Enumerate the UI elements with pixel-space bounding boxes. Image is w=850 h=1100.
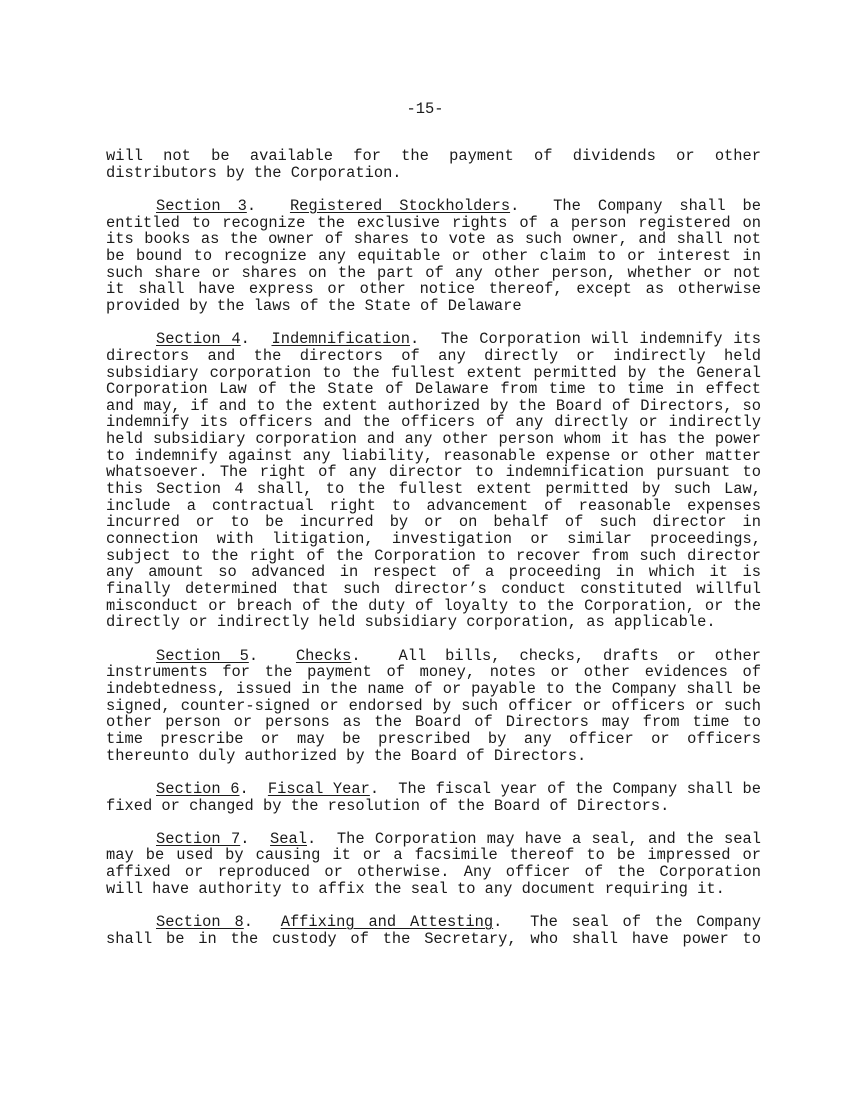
section-5-paragraph: Section 5. Checks. All bills, checks, drafts or other instruments for the payment of money, notes or other evidences of indebtedness, issued in the name of or payable to the Company shall be signed, counter-signed or endorsed by such officer or officers or such other person or persons as the Board of Directors may from time to time prescribe or may be prescribed by any officer or officers thereunto duly authorized by the Board of Directors. xyxy=(106,646,761,765)
paragraph-text: All bills, checks, drafts or other instruments for the payment of money, notes or other evidences of indebtedness, issued in the name of or payable to the Company shall be signed, counter-signed or endorsed by such officer or officers or such other person or persons as the Board of Directors may from time to time prescribe or may be prescribed by any officer or officers thereunto duly authorized by the Board of Directors. xyxy=(106,646,761,765)
page-number: -15- xyxy=(406,100,444,118)
continuation-paragraph xyxy=(106,148,761,181)
paragraph-text: The Company shall be entitled to recognize the exclusive rights of a person registered on its books as the owner of shares to vote as such owner, and shall not be bound to recognize any equitable or other claim to or interest in such share or shares on the part of any other person, whether or not it shall have express or other notice thereof, except as otherwise provided by the laws of the State of Delaware xyxy=(106,196,761,315)
section-label: Section 7 xyxy=(156,829,241,848)
section-label: Section 8 xyxy=(156,913,244,932)
section-3-paragraph: Section 3. Registered Stockholders. The Company shall be entitled to recognize the exclusive rights of a person registered on its books as the owner of shares to vote as such owner, and shall not be bound to recognize any equitable or other claim to or interest in such share or shares on the part of any other person, whether or not it shall have express or other notice thereof, except as otherwise provided by the laws of the State of Delaware xyxy=(106,196,761,315)
paragraph-text: The fiscal year of the Company shall be fixed or changed by the resolution of the Board of Directors. xyxy=(106,779,761,815)
section-label: Section 6 xyxy=(156,779,240,798)
paragraph-text: The Corporation may have a seal, and the seal may be used by causing it or a facsimile thereof to be impressed or affixed or reproduced or otherwise. Any officer of the Corporation will have authority to affix the seal to any document requiring it. xyxy=(106,829,761,898)
paragraph-text: will not be available for the payment of dividends or other distributors by the Corporation. xyxy=(106,147,761,182)
section-6-paragraph: Section 6. Fiscal Year. The fiscal year of the Company shall be fixed or changed by the resolution of the Board of Directors. xyxy=(106,779,761,815)
section-heading: Affixing and Attesting xyxy=(280,913,494,932)
section-heading: Checks xyxy=(295,646,352,665)
paragraph-text: The seal of the Company shall be in the custody of the Secretary, who shall have power to xyxy=(106,913,761,948)
section-7-paragraph: Section 7. Seal. The Corporation may have a seal, and the seal may be used by causing it or a facsimile thereof to be impressed or affixed or reproduced or otherwise. Any officer of the Corporation will have authority to affix the seal to any document requiring it. xyxy=(106,829,761,898)
section-label: Section 4 xyxy=(156,330,241,349)
document-body xyxy=(106,148,761,964)
section-label: Section 5 xyxy=(156,646,249,665)
paragraph-text: The Corporation will indemnify its directors and the directors of any directly or indirectly held subsidiary corporation to the fullest extent permitted by the General Corporation Law of the State of Delaware from time to time in effect and may, if and to the extent authorized by the Board of Directors, so indemnify its officers and the officers of any directly or indirectly held subsidiary corporation and any other person whom it has the power to indemnify against any liability, reasonable expense or other matter whatsoever. The right of any director to indemnification pursuant to this Section 4 shall, to the fullest extent permitted by such Law, include a contractual right to advancement of reasonable expenses incurred or to be incurred by or on behalf of such director in connection with litigation, investigation or similar proceedings, subject to the right of the Corporation to recover from such director any amount so advanced in respect of a proceeding in which it is finally determined that such director’s conduct constituted willful misconduct or breach of the duty of loyalty to the Corporation, or the directly or indirectly held subsidiary corporation, as applicable. xyxy=(106,330,761,632)
section-4-paragraph: Section 4. Indemnification. The Corporation will indemnify its directors and the directors of any directly or indirectly held subsidiary corporation to the fullest extent permitted by the General Corporation Law of the State of Delaware from time to time in effect and may, if and to the extent authorized by the Board of Directors, so indemnify its officers and the officers of any directly or indirectly held subsidiary corporation and any other person whom it has the power to indemnify against any liability, reasonable expense or other matter whatsoever. The right of any director to indemnification pursuant to this Section 4 shall, to the fullest extent permitted by such Law, include a contractual right to advancement of reasonable expenses incurred or to be incurred by or on behalf of such director in connection with litigation, investigation or similar proceedings, subject to the right of the Corporation to recover from such director any amount so advanced in respect of a proceeding in which it is finally determined that such director’s conduct constituted willful misconduct or breach of the duty of loyalty to the Corporation, or the directly or indirectly held subsidiary corporation, as applicable. xyxy=(106,330,761,632)
section-heading: Seal xyxy=(270,829,307,848)
section-8-paragraph: Section 8. Affixing and Attesting. The seal of the Company shall be in the custody of the Secretary, who shall have power to xyxy=(106,913,761,948)
section-heading: Registered Stockholders xyxy=(289,196,511,215)
section-heading: Fiscal Year xyxy=(267,779,370,798)
section-label: Section 3 xyxy=(156,196,247,215)
section-heading: Indemnification xyxy=(271,330,411,349)
